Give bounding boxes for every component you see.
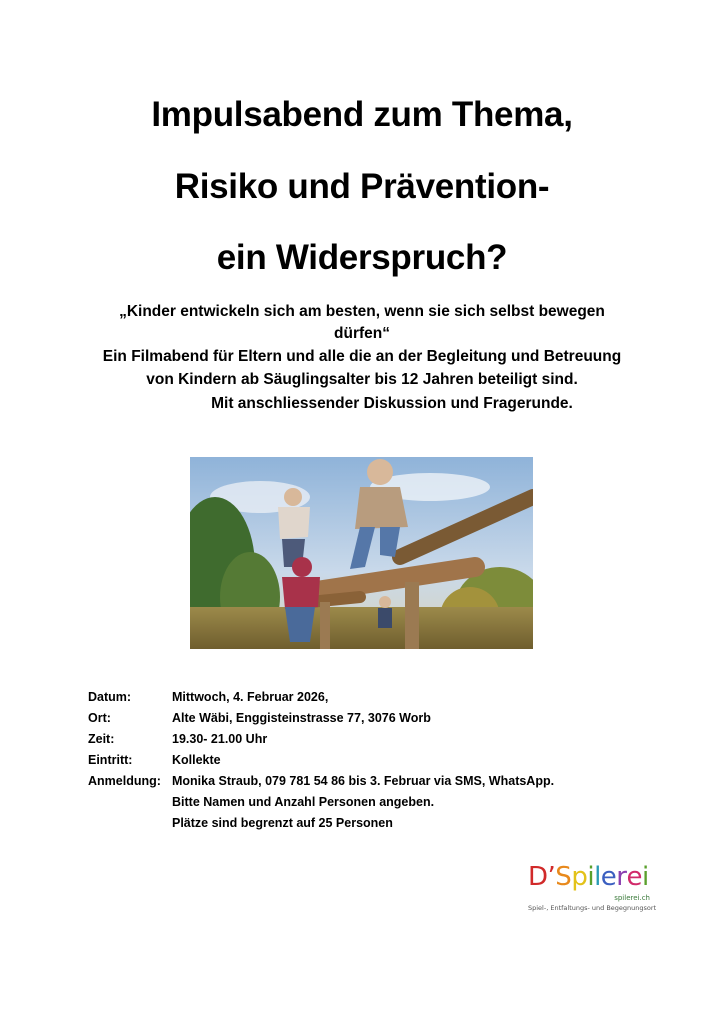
logo-letter: i (642, 862, 649, 892)
datum-label: Datum: (88, 690, 132, 704)
title-line-3: ein Widerspruch? (216, 238, 508, 277)
logo-letter: D (528, 862, 548, 892)
ort-label: Ort: (88, 711, 111, 725)
spilerei-logo (526, 862, 656, 922)
intro-quote-line-1: „Kinder entwickeln sich am besten, wenn sie sich selbst bewegen (119, 303, 605, 320)
logo-letter: ’ (547, 862, 556, 892)
logo-url: spilerei.ch (614, 894, 650, 902)
event-photo (190, 457, 533, 649)
zeit-value: 19.30- 21.00 Uhr (172, 732, 268, 746)
anmeldung-value-2: Bitte Namen und Anzahl Personen angeben. (172, 795, 435, 809)
ort-value: Alte Wäbi, Enggisteinstrasse 77, 3076 Worb (172, 711, 431, 725)
anmeldung-label: Anmeldung: (88, 774, 161, 788)
zeit-label: Zeit: (88, 732, 115, 746)
intro-line-5: Mit anschliessender Diskussion und Fragerunde. (211, 395, 573, 412)
title-line-2: Risiko und Prävention- (174, 167, 550, 206)
logo-letter: p (571, 862, 588, 892)
logo-letter: r (616, 862, 627, 892)
intro-line-4: von Kindern ab Säuglingsalter bis 12 Jahren beteiligt sind. (146, 371, 578, 388)
eintritt-label: Eintritt: (88, 753, 133, 767)
logo-tagline: Spiel-, Entfaltungs- und Begegnungsort (528, 904, 657, 912)
logo-letter: l (594, 862, 601, 892)
anmeldung-value-1: Monika Straub, 079 781 54 86 bis 3. Februar via SMS, WhatsApp. (172, 774, 555, 788)
title-line-1: Impulsabend zum Thema, (151, 95, 573, 134)
logo-letter: e (626, 862, 642, 892)
intro-quote-line-2: dürfen“ (334, 325, 390, 342)
logo-letter: e (600, 862, 617, 892)
anmeldung-value-3: Plätze sind begrenzt auf 25 Personen (172, 816, 393, 830)
intro-line-3: Ein Filmabend für Eltern und alle die an der Begleitung und Betreuung (102, 348, 622, 365)
logo-wordmark (528, 862, 649, 892)
eintritt-value: Kollekte (172, 753, 221, 767)
datum-value: Mittwoch, 4. Februar 2026, (172, 690, 329, 704)
logo-letter: S (555, 862, 572, 892)
logo-letter: i (587, 862, 595, 892)
